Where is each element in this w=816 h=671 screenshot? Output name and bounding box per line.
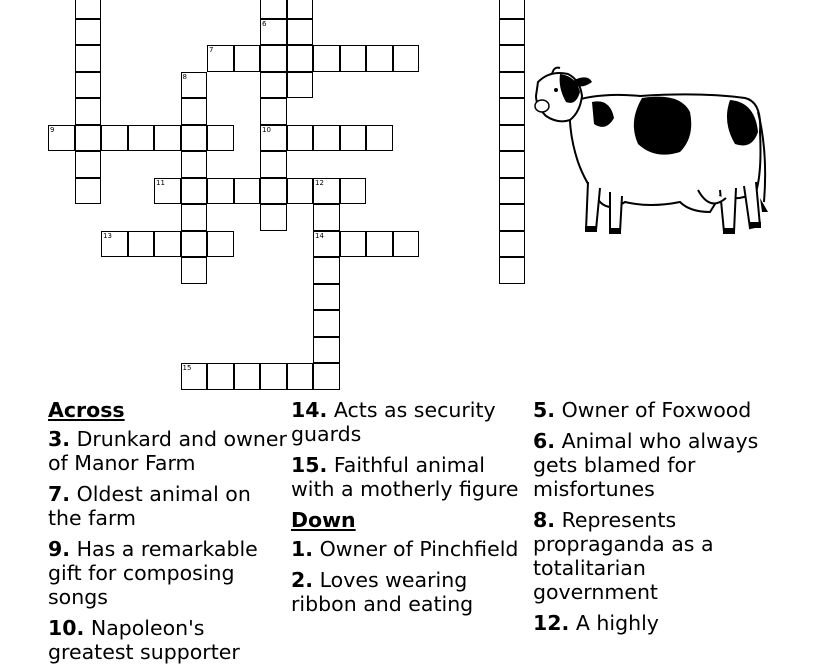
grid-number: 6: [262, 19, 267, 28]
cow-leg: [610, 192, 622, 232]
grid-cell[interactable]: [181, 125, 208, 152]
grid-cell[interactable]: [181, 178, 208, 205]
grid-cell[interactable]: [340, 178, 367, 205]
grid-cell[interactable]: [181, 204, 208, 231]
grid-cell[interactable]: [499, 125, 526, 152]
grid-cell[interactable]: [181, 72, 208, 99]
grid-cell[interactable]: [499, 45, 526, 72]
grid-cell[interactable]: [181, 151, 208, 178]
grid-cell[interactable]: [499, 72, 526, 99]
cow-ear: [574, 77, 592, 86]
grid-cell[interactable]: [287, 363, 314, 390]
grid-cell[interactable]: [128, 125, 155, 152]
grid-cell[interactable]: [260, 363, 287, 390]
grid-cell[interactable]: [207, 45, 234, 72]
grid-cell[interactable]: [499, 257, 526, 284]
grid-cell[interactable]: [260, 72, 287, 99]
cow-illustration: [530, 62, 770, 240]
grid-cell[interactable]: [393, 231, 420, 258]
grid-cell[interactable]: [499, 98, 526, 125]
grid-cell[interactable]: [181, 231, 208, 258]
grid-cell[interactable]: [260, 204, 287, 231]
grid-cell[interactable]: [313, 204, 340, 231]
grid-cell[interactable]: [313, 178, 340, 205]
grid-cell[interactable]: [313, 284, 340, 311]
grid-cell[interactable]: [181, 98, 208, 125]
clue-column-3: [533, 398, 773, 642]
grid-cell[interactable]: [260, 45, 287, 72]
grid-cell[interactable]: [260, 125, 287, 152]
grid-cell[interactable]: [313, 337, 340, 364]
clue-column-2: [291, 398, 531, 623]
grid-cell[interactable]: [154, 178, 181, 205]
grid-cell[interactable]: [340, 125, 367, 152]
grid-number: 12: [315, 178, 324, 187]
grid-cell[interactable]: [499, 0, 526, 19]
grid-cell[interactable]: [260, 178, 287, 205]
grid-cell[interactable]: [181, 363, 208, 390]
grid-cell[interactable]: [75, 125, 102, 152]
grid-cell[interactable]: [101, 231, 128, 258]
clue-down-2: 2. Loves wearing ribbon and eating: [291, 568, 474, 616]
grid-cell[interactable]: [366, 45, 393, 72]
grid-cell[interactable]: [75, 151, 102, 178]
grid-cell[interactable]: [366, 231, 393, 258]
grid-cell[interactable]: [75, 178, 102, 205]
grid-number: 15: [182, 364, 192, 372]
clue-across-10: 10. Napoleon's greatest supporter: [48, 616, 240, 664]
clue-across-3: 3. Drunkard and owner of Manor Farm: [48, 427, 287, 475]
cow-snout: [535, 100, 549, 112]
cow-leg: [720, 188, 736, 232]
grid-cell[interactable]: [287, 72, 314, 99]
clue-across-14: 14. Acts as security guards: [291, 398, 496, 446]
grid-cell[interactable]: [313, 45, 340, 72]
clue-down-12: 12. A highly: [533, 611, 659, 635]
grid-cell[interactable]: [287, 178, 314, 205]
grid-cell[interactable]: [260, 151, 287, 178]
grid-cell[interactable]: [234, 363, 261, 390]
grid-cell[interactable]: [75, 0, 102, 19]
grid-cell[interactable]: [499, 178, 526, 205]
clue-down-6: 6. Animal who always gets blamed for misfortunes: [533, 429, 759, 501]
grid-cell[interactable]: [154, 125, 181, 152]
grid-number: 9: [50, 125, 55, 134]
grid-number: 8: [182, 72, 187, 81]
grid-cell[interactable]: [313, 125, 340, 152]
grid-cell[interactable]: [499, 19, 526, 46]
grid-cell[interactable]: [499, 151, 526, 178]
grid-cell[interactable]: [313, 231, 340, 258]
grid-cell[interactable]: [260, 19, 287, 46]
grid-cell[interactable]: [101, 125, 128, 152]
clue-down-5: 5. Owner of Foxwood: [533, 398, 752, 422]
across-heading: Across: [48, 398, 125, 422]
clue-across-7: 7. Oldest animal on the farm: [48, 482, 251, 530]
cow-spot-large: [634, 97, 691, 155]
clue-across-15: 15. Faithful animal with a motherly figure: [291, 453, 519, 501]
grid-cell[interactable]: [313, 310, 340, 337]
clue-across-9: 9. Has a remarkable gift for composing songs: [48, 537, 258, 609]
grid-cell[interactable]: [75, 19, 102, 46]
grid-cell[interactable]: [287, 0, 314, 19]
grid-cell[interactable]: [234, 45, 261, 72]
grid-cell[interactable]: [128, 231, 155, 258]
grid-cell[interactable]: [260, 98, 287, 125]
grid-cell[interactable]: [75, 98, 102, 125]
down-heading: Down: [291, 508, 356, 532]
clue-down-8: 8. Represents propraganda as a totalitarian government: [533, 508, 714, 604]
grid-cell[interactable]: [313, 257, 340, 284]
grid-cell[interactable]: [499, 204, 526, 231]
grid-cell[interactable]: [207, 363, 234, 390]
grid-cell[interactable]: [207, 231, 234, 258]
grid-cell[interactable]: [181, 257, 208, 284]
grid-number: 13: [103, 231, 112, 240]
grid-cell[interactable]: [393, 45, 420, 72]
grid-number: 10: [262, 125, 271, 134]
grid-cell[interactable]: [75, 72, 102, 99]
grid-cell[interactable]: [287, 19, 314, 46]
grid-cell[interactable]: [260, 0, 287, 19]
grid-cell[interactable]: [154, 231, 181, 258]
grid-cell[interactable]: [234, 178, 261, 205]
grid-cell[interactable]: [287, 125, 314, 152]
cow-leg: [586, 182, 600, 230]
clue-down-1: 1. Owner of Pinchfield: [291, 537, 519, 561]
grid-number: 7: [209, 46, 214, 54]
grid-cell[interactable]: [287, 45, 314, 72]
grid-cell[interactable]: [313, 363, 340, 390]
grid-cell[interactable]: [366, 125, 393, 152]
cow-leg: [744, 182, 760, 228]
grid-number: 11: [156, 178, 165, 187]
clue-column-1: [48, 398, 288, 671]
grid-number: 14: [315, 231, 324, 240]
grid-cell[interactable]: [48, 125, 75, 152]
grid-cell[interactable]: [75, 45, 102, 72]
grid-cell[interactable]: [340, 231, 367, 258]
grid-cell[interactable]: [340, 45, 367, 72]
grid-cell[interactable]: [207, 178, 234, 205]
grid-cell[interactable]: [499, 231, 526, 258]
grid-cell[interactable]: [207, 125, 234, 152]
